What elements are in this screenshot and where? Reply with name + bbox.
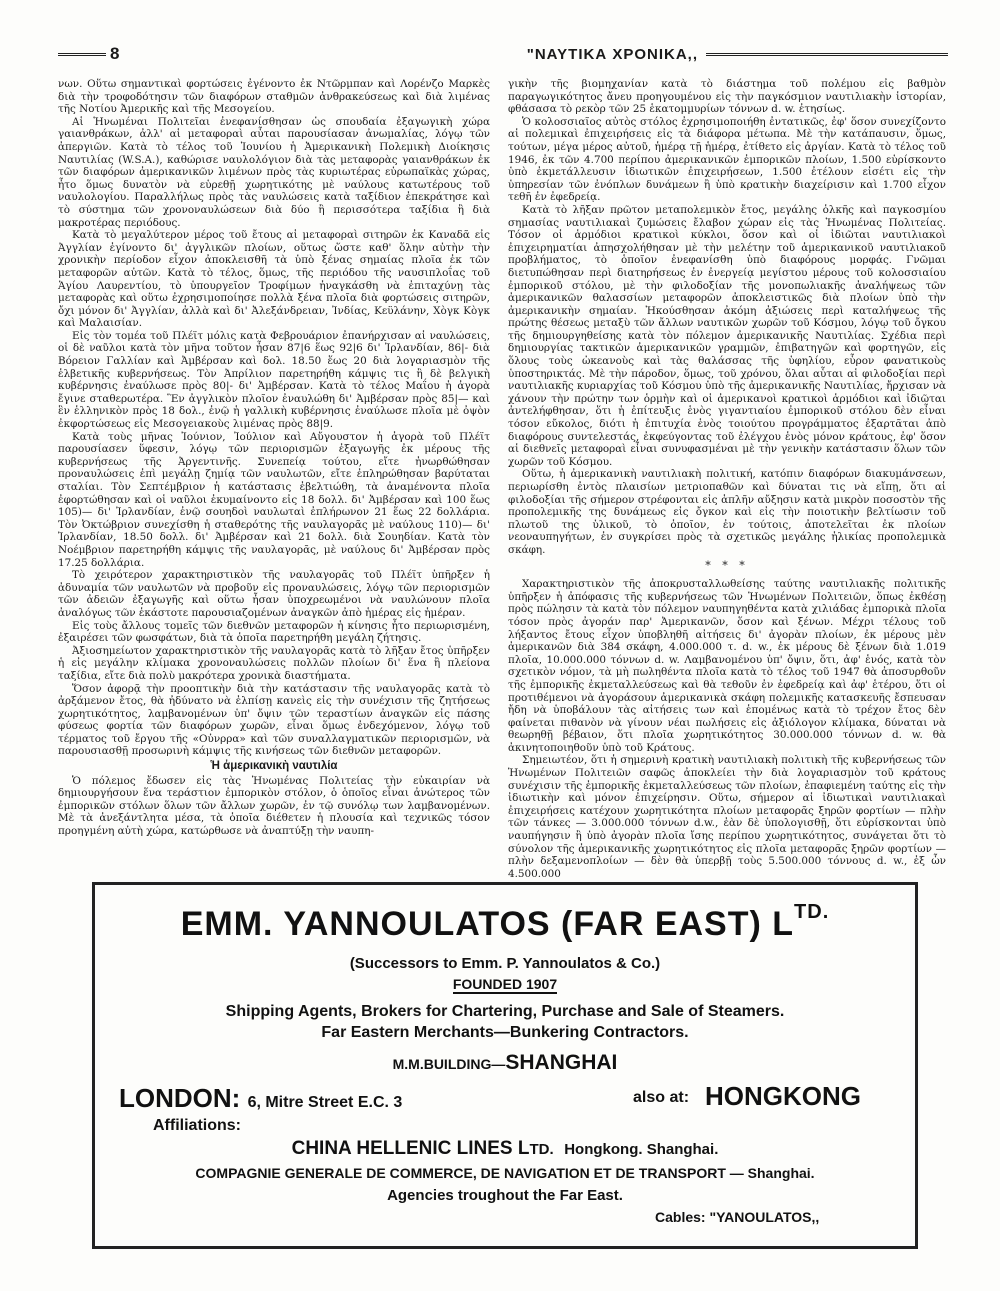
- paragraph: Κατὰ τὸ λῆξαν πρῶτον μεταπολεμικὸν ἔτος, μεγάλης ὁλκῆς καὶ παγκοσμίου σημασίας ναυτιλιακαὶ ζυμώσεις ἔλαβον χώραν εἰς τὰς Ἡνωμένας Πολιτείας. Τόσον οἱ ἁρμόδιοι κρατικοὶ κύκλοι, ὅσον καὶ οἱ ἰδιῶται ναυτιλιακοὶ ἐπιχειρηματίαι ἀπησχολήθησαν μὲ τὴν μελέτην τοῦ ἀμερικανικοῦ ναυτιλιακοῦ προβλήματος, τὸ ὁποῖον ἐνεφανίσθη ὑπὸ διαφόρους μορφάς. Γνῶμαι διετυπώθησαν περὶ διατηρήσεως ἐν ἐνεργείᾳ μεγίστου μέρους τοῦ κολοσσιαίου ἐμπορικοῦ στόλου, μὲ τὴν φιλοδοξίαν τῆς μονοπωλιακῆς ἀναλήψεως τῶν ἀμερικανικῶν θαλασσίων μεταφορῶν ἀποκλειστικῶς διὰ πλοίων ὑπὸ τὴν ἀμερικανικὴν σημαίαν. Ἠκούσθησαν ἀκόμη ἀξιώσεις περὶ καταλήψεως τῆς πρώτης θέσεως μεταξὺ τῶν ἄλλων ναυτικῶν χωρῶν τοῦ Κόσμου, λόγῳ τοῦ ὄγκου τῆς δημιουργηθείσης κατὰ τὸν πόλεμον ἀμερικανικῆς Ναυτιλίας. Σχέδια περὶ δημιουργίας τακτικῶν ἀμερικανικῶν γραμμῶν, ἐπιβατηγῶν καὶ φορτηγῶν, εἰς ὅλους τοὺς ὠκεανοὺς καὶ τὰς θαλάσσας τῆς ὑφηλίου, εὗρον φανατικοὺς ὑποστηρικτάς. Μὲ τὴν πάροδον, ὅμως, τοῦ χρόνου, ὅλαι αὗται αἱ φιλοδοξίαι περὶ ναυτιλιακῆς κυριαρχίας τοῦ Κόσμου ὑπὸ τῆς ἀμερικανικῆς Ναυτιλίας, ἤρχισαν νὰ χάνουν τὴν πρώτην των ὁρμὴν καὶ οἱ ἀμερικανοὶ κρατικοὶ ἁρμόδιοι καὶ ἰδιῶται ἀντελήφθησαν, ὅτι ἡ ἐπίτευξις ἑνὸς γιγαντιαίου ἐμπορικοῦ στόλου δὲν εἶναι τόσον εὔκολος, διότι ἡ ἐπιτυχία ἑνὸς τοιούτου προγράμματος ἐξαρτᾶται ἀπὸ διαφόρους συντελεστάς, ἐκφεύγοντας τοῦ ἐλέγχου ἑνὸς μόνον κράτους, ἐφ' ὅσον αἱ διεθνεῖς μεταφοραὶ εἶναι συνυφασμέναι μὲ τὴν γενικὴν κατάστασιν ὅλων τῶν χωρῶν τοῦ Κόσμου.: [508, 203, 946, 468]
- paragraph: Χαρακτηριστικὸν τῆς ἀποκρυσταλλωθείσης ταύτης ναυτιλιακῆς πολιτικῆς ὑπῆρξεν ἡ ἀπόφασις τῆς κυβερνήσεως τῶν Ἡνωμένων Πολιτειῶν, ὅπως ἐκθέσῃ πρὸς πώλησιν τὰ κατὰ τὸν πόλεμον ναυπηγηθέντα κατὰ χιλιάδας ἐμπορικὰ πλοῖα τόσον πρὸς ἀγοράν παρ' Ἀμερικανῶν, ὅσον καὶ ξένων. Μέχρι τέλους τοῦ λήξαντος ἔτους εἶχον ὑποβληθῆ αἰτήσεις δι' ἀγορὰν πλοίων, ἐκ μέρους μὲν ἀμερικανῶν διὰ 384 σκάφη, 4.000.000 τ. d. w., ἐκ μέρους δὲ ξένων διὰ 1.019 πλοῖα, 10.000.000 τόννων d. w. Λαμβανομένου ὑπ' ὄψιν, ὅτι, ἀφ' ἑνός, κατὰ τὸν σχετικὸν νόμον, τὰ μὴ πωληθέντα πλοῖα κατὰ τὸ τέλος τοῦ 1947 θὰ ἀποσυρθοῦν τῆς ἐμπορικῆς ἐκμεταλλεύσεως καὶ θὰ τεθοῦν ἐν ἐφεδρείᾳ καὶ ἀφ' ἑτέρου, ὅτι οἱ προτιθέμενοι νὰ ἀγοράσουν ἀμερικανικὰ σκάφη πολεμικῆς κατασκευῆς ἔσπευσαν ἤδη νὰ ὑποβάλουν τὰς αἰτήσεις των καὶ ἑπομένως κατὰ τὸ τρέχον ἔτος δὲν φαίνεται πιθανὸν νὰ γίνουν νέαι πωλήσεις εἰς ἀξιόλογον κλίμακα, δύναται νὰ θεωρηθῇ βέβαιον, ὅτι πλοῖα χωρητικότητος 30.000.000 τόννων d. w. θὰ ἀκινητοποιηθοῦν ὑπὸ τοῦ Κράτους.: [508, 578, 946, 754]
- ad-merchants-line: Far Eastern Merchants—Bunkering Contractors.: [321, 1024, 689, 1041]
- page-header: [58, 44, 948, 66]
- paragraph: Σημειωτέον, ὅτι ἡ σημερινὴ κρατικὴ ναυτιλιακὴ πολιτικὴ τῆς κυβερνήσεως τῶν Ἡνωμένων Πολιτειῶν σαφῶς ἀποκλείει τὴν διὰ λογαριασμὸν τοῦ κράτους συνέχισιν τῆς ἐμπορικῆς ἐκμεταλλεύσεως τῶν πλοίων, ἐπαφιεμένη ταύτης εἰς τὴν ἰδιωτικὴν καὶ μόνον ἐπιχείρησιν. Οὕτω, σήμερον αἱ ἰδιωτικαὶ ναυτιλιακαὶ ἐπιχειρήσεις κατέχουν χωρητικότητα πλοίων μεταφορᾶς ξηρῶν φορτίων — πλὴν τῶν τάνκες — 3.000.000 τόννων d.w., ἐὰν δὲ ὑπολογισθῇ, ὅτι εὑρίσκονται ὑπὸ ναυπήγησιν ἢ ὑπὸ ἀγορὰν πλοῖα ἴσης περίπου χωρητικότητος, συνάγεται ὅτι τὸ σύνολον τῆς ἀμερικανικῆς χωρητικότητος εἰς πλοῖα μεταφορᾶς ξηρῶν φορτίων — πλὴν δεξαμενοπλοίων — δὲν θὰ ὑπερβῇ τοὺς 5.500.000 τόννους d. w., ἐξ ὧν 4.500.000: [508, 754, 946, 880]
- paragraph: Ὅσον ἀφορᾷ τὴν προοπτικὴν διὰ τὴν κατάστασιν τῆς ναυλαγορᾶς κατὰ τὸ ἀρξάμενον ἔτος, θὰ ἠδύνατο νὰ ἐλπίσῃ κανεὶς εἰς τὴν συνέχισιν τῆς ζητήσεως χωρητικότητος, λαμβανομένων ὑπ' ὄψιν τῶν τεραστίων ἀναγκῶν εἰς πάσης φύσεως φορτία τῶν διαφόρων χωρῶν, εἶναι ὅμως ἐνδεχόμενον, λόγῳ τοῦ τέρματος τοῦ ἔργου τῆς «Οὐνρρα» καὶ τῶν συναλλαγματικῶν περιορισμῶν, νὰ παρουσιασθῇ προσωρινὴ κάμψις τῆς κινήσεως τῶν διεθνῶν μεταφορῶν.: [58, 682, 490, 758]
- ad-affiliations: Affiliations:: [153, 1117, 241, 1134]
- paragraph: γικὴν τῆς βιομηχανίαν κατὰ τὸ διάστημα τοῦ πολέμου εἰς βαθμὸν παραγωγικότητος ἄνευ προηγουμένου εἰς τὴν παγκόσμιον ναυτιλιακὴν ἱστορίαν, φθάσασα τὸ ρεκὸρ τῶν 25 ἑκατομμυρίων τόννων d. w. ἐτησίως.: [508, 78, 946, 116]
- page-number: 8: [110, 44, 120, 63]
- paragraph: Εἰς τὸν τομέα τοῦ Πλέϊτ μόλις κατὰ Φεβρουάριον ἐπανήρχισαν αἱ ναυλώσεις, οἱ δὲ ναῦλοι κατὰ τὸν μῆνα τοῦτον ἦσαν 87|6 ἕως 92|6 δι' Ἰρλανδίαν, 86|- διὰ Βόρειον Γαλλίαν καὶ Ἀμβέρσαν καὶ δολ. 18.50 ἕως 20 διὰ λογαριασμὸν τῆς ἑλβετικῆς κυβερνήσεως. Τὸν Ἀπρίλιον παρετηρήθη κάμψις τις ἢ δὲ βελγικὴ κυβέρνησις ἐναύλωσε πρὸς 80|- δι' Ἀμβέρσαν. Κατὰ τὸ τέλος Μαΐου ἡ ἀγορὰ ἔγινε σταθερωτέρα. Ἓν ἀγγλικὸν πλοῖον ἐναυλώθη δι' Ἀμβέρσαν πρὸς 85|— καὶ ἓν ἑλληνικὸν πρὸς 18 δολ., ἐνῷ ἡ γαλλικὴ κυβέρνησις ἐναύλωσε πλοῖα μὲ ὀψὸν ἐκφορτώσεως εἰς Μεσογειακοὺς λιμένας πρὸς 88|9.: [58, 329, 490, 431]
- ad-services-line: Shipping Agents, Brokers for Chartering, Purchase and Sale of Steamers.: [225, 1003, 785, 1020]
- ad-successors: (Successors to Emm. P. Yannoulatos & Co.): [349, 955, 661, 972]
- ad-cables: Cables: "YANOULATOS,,: [655, 1209, 820, 1225]
- yannoulatos-advertisement: [92, 882, 918, 1249]
- paragraph: Κατὰ τὸ μεγαλύτερον μέρος τοῦ ἔτους αἱ μεταφοραὶ σιτηρῶν ἐκ Καναδᾶ εἰς Ἀγγλίαν ἐγίνοντο δι' ἀγγλικῶν πλοίων, οὕτως ὥστε καθ' ὅλην αὐτὴν τὴν χρονικὴν περίοδον εἶχον ἀποκλεισθῆ τὰ ὑπὸ ξένας σημαίας πλοῖα ἐκ τῶν μεταφορῶν αὐτῶν. Κατὰ τὸ τέλος, ὅμως, τῆς περιόδου τῆς ναυσιπλοΐας τοῦ Ἁγίου Λαυρεντίου, τὸ ὑπουργεῖον Τροφίμων ἠναγκάσθη νὰ ἐπιταχύνῃ τὰς μεταφορὰς καὶ οὕτω ἐχρησιμοποίησε πολλὰ ξένα πλοῖα διὰ φορτώσεις σιτηρῶν, ὄχι μόνον δι' Ἀγγλίαν, ἀλλὰ καὶ δι' Ἀλεξάνδρειαν, Ἰνδίας, Κεϋλάνην, Χὸγκ Κὸγκ καὶ Μαλαισίαν.: [58, 229, 490, 330]
- ad-company-name: EMM. YANNOULATOS (FAR EAST) $L^{TD.}$: [180, 901, 830, 943]
- paragraph: νων. Οὕτω σημαντικαὶ φορτώσεις ἐγένοντο ἐκ Ντῶρμπαν καὶ Λορένζο Μαρκὲς διὰ τὴν τροφοδότησιν τῶν διαφόρων σταθμῶν ἀνθρακεύσεως καὶ διὰ λιμένας τῆς Νοτίου Ἀμερικῆς καὶ τῆς Μεσογείου.: [58, 78, 490, 116]
- paragraph: Αἱ Ἡνωμέναι Πολιτεῖαι ἐνεφανίσθησαν ὡς σπουδαία ἐξαγωγικὴ χώρα γαιανθράκων, ἀλλ' αἱ μεταφοραὶ αὗται παρουσίασαν ἀνωμαλίας, λόγῳ τῶν ἀπεργιῶν. Κατὰ τὸ τέλος τοῦ Ἰουνίου ἡ Ἀμερικανικὴ Πολεμικὴ Διοίκησις Ναυτιλίας (W.S.A.), καθώρισε ναυλολόγιον διὰ τὰς μεταφορὰς γαιανθράκων ἐκ τῶν διαφόρων ἀμερικανικῶν λιμένων πρὸς τὰς κυριωτέρας εὐρωπαϊκὰς χώρας, ἦτο ὅμως δυνατὸν νὰ εὑρεθῇ χωρητικότης μὲ ναύλους κατωτέρους τοῦ ναυλολογίου. Παραλλήλως πρὸς τὰς ναυλώσεις κατὰ ταξίδιον ἐπεκράτησε καὶ τὸ σύστημα τῶν χρονοναυλώσεων διὰ δύο ἢ περισσότερα ταξίδια ἢ διὰ μακροτέρας περιόδους.: [58, 115, 490, 229]
- ad-london: LONDON: 6, Mitre Street E.C. 3: [119, 1083, 403, 1113]
- section-separator: * * *: [705, 558, 749, 572]
- publication-title: "ΝΑΥΤΙΚΑ ΧΡΟΝΙΚΑ,,: [526, 46, 698, 63]
- right-column: [508, 78, 946, 880]
- ad-also-at: also at:: [633, 1089, 690, 1106]
- paragraph: Ὁ κολοσσιαῖος αὐτὸς στόλος ἐχρησιμοποιήθη ἐντατικῶς, ἐφ' ὅσον συνεχίζοντο αἱ πολεμικαὶ ἐπιχειρήσεις εἰς τὰ διάφορα μέτωπα. Μὲ τὴν κατάπαυσιν, ὅμως, τούτων, μέγα μέρος αὐτοῦ, ἡμέρᾳ τῇ ἡμέρᾳ, ἐτίθετο εἰς ἀργίαν. Κατὰ τὸ τέλος τοῦ 1946, ἐκ τῶν 4.700 περίπου ἀμερικανικῶν ἐμπορικῶν πλοίων, 1.500 εὑρίσκοντο ὑπὸ ἐκμετάλλευσιν ἰδιωτικῶν ἐπιχειρήσεων, 1.500 ἐτέλουν εἰσέτι εἰς τὴν ὑπηρεσίαν τῶν ἐνόπλων δυνάμεων ἢ ὑπὸ κρατικὴν διαχείρισιν καὶ 1.700 εἶχον τεθῆ ἐν ἐφεδρείᾳ.: [508, 115, 946, 204]
- ad-founded: FOUNDED 1907: [452, 976, 558, 992]
- paragraph: Ὁ πόλεμος ἔδωσεν εἰς τὰς Ἡνωμένας Πολιτείας τὴν εὐκαιρίαν νὰ δημιουργήσουν ἕνα τεράστιον ἐμπορικὸν στόλον, ὁ ὁποῖος εἶναι ἀνώτερος τῶν ἐμπορικῶν στόλων ὅλων τῶν ἄλλων χωρῶν, ἐν τῷ συνόλῳ των λαμβανομένων. Μὲ τὰ ἀνεξάντλητα μέσα, τὰ ὁποῖα διέθετεν ἡ πλουσία καὶ τεχνικῶς τόσον προηγμένη αὐτὴ χώρα, κατώρθωσε νὰ ἀναπτύξῃ τὴν ναυπη-: [58, 774, 490, 838]
- paragraph: Τὸ χειρότερον χαρακτηριστικὸν τῆς ναυλαγορᾶς τοῦ Πλέϊτ ὑπῆρξεν ἡ ἀδυναμία τῶν ναυλωτῶν νὰ προβοῦν εἰς προναυλώσεις, λόγῳ τῶν περιορισμῶν τῶν ἀδειῶν ἐξαγωγῆς καὶ οὕτω ἦσαν ὑποχρεωμένοι νὰ ναυλώνουν πλοῖα ἀναλόγως τῶν ἑκάστοτε παρουσιαζομένων ἀναγκῶν ἀπὸ ἡμέρας εἰς ἡμέραν.: [58, 569, 490, 619]
- ad-compagnie-generale: COMPAGNIE GENERALE DE COMMERCE, DE NAVIGATION ET DE TRANSPORT — Shanghai.: [195, 1165, 815, 1181]
- ad-china-hellenic-lines: CHINA HELLENIC LINES LTD. Hongkong. Shanghai.: [291, 1138, 719, 1159]
- ad-hongkong: HONGKONG: [705, 1081, 861, 1111]
- section-heading: Ἡ ἀμερικανικὴ ναυτιλία: [210, 760, 338, 773]
- ad-agencies: Agencies troughout the Far East.: [387, 1187, 623, 1204]
- paragraph: Οὕτω, ἡ ἀμερικανικὴ ναυτιλιακὴ πολιτική, κατόπιν διαφόρων διακυμάνσεων, περιωρίσθη ἐντὸς πλαισίων μετριοπαθῶν καὶ δύναται τις νὰ εἴπῃ, ὅτι αἱ φιλοδοξίαι τῆς σήμερον στρέφονται εἰς ἁπλῆν αὔξησιν κατὰ μικρὸν ποσοστὸν τῆς προπολεμικῆς της δυνάμεως εἰς ὄγκον καὶ εἰς τὴν ποιοτικὴν βελτίωσιν τοῦ πλωτοῦ της ὑλικοῦ, τὸ ὁποῖον, ἐν τούτοις, ἀποτελεῖται ἐκ πλοίων νεοναυπηγήτων, ἐν συγκρίσει πρὸς τὰ σχετικῶς μεγάλης ἡλικίας προπολεμικὰ σκάφη.: [508, 468, 946, 556]
- ad-building: M.M.BUILDING—SHANGHAI: [392, 1051, 618, 1074]
- left-column: [58, 78, 490, 838]
- header-rule-right: [706, 53, 948, 56]
- paragraph: Εἰς τοὺς ἄλλους τομεῖς τῶν διεθνῶν μεταφορῶν ἡ κίνησις ἦτο περιωρισμένη, ἐξαιρέσει τῶν φωσφάτων, διὰ τὰ ὁποῖα παρετηρήθη μεγάλη ζήτησις.: [58, 619, 490, 645]
- paragraph: Κατὰ τοὺς μῆνας Ἰούνιον, Ἰούλιον καὶ Αὔγουστον ἡ ἀγορὰ τοῦ Πλέϊτ παρουσίασεν ὕφεσιν, λόγῳ τῶν περιορισμῶν ἐξαγωγῆς ἐκ μέρους τῆς κυβερνήσεως τῆς Ἀργεντινῆς. Συνεπείᾳ τούτου, εἴτε ἠνωρθώθησαν προναυλώσεις ἐπὶ μεγάλῃ ζημίᾳ τῶν ναυλωτῶν, εἴτε ἐπληρώθησαν βαρύταται σταλίαι. Τὸν Σεπτέμβριον ἡ κατάστασις ἐβελτιώθη, τὰ ἀναμένοντα πλοῖα ἐφορτώθησαν καὶ οἱ ναῦλοι ἐκυμαίνοντο εἰς 18 δολλ. δι' Ἀμβέρσαν καὶ 100 ἕως 105)— δι' Ἰρλανδίαν, ἐνῷ σουηδοὶ ναυλωταὶ ἐπλήρωνον 21 ἕως 22 δολλάρια. Τὸν Ὀκτώβριον συνεχίσθη ἡ σταθερότης τῆς ναυλαγορᾶς μὲ ναύλους 110)— δι' Ἰρλανδίαν, 18.50 δολλ. δι' Ἀμβέρσαν καὶ 21 δολλ. διὰ Σουηδίαν. Κατὰ τὸν Νοέμβριον παρετηρήθη κάμψις τῆς ναυλαγορᾶς, μὲ ναύλους δι' Ἀμβέρσαν πρὸς 17.25 δολλάρια.: [58, 430, 490, 569]
- paragraph: Ἀξιοσημείωτον χαρακτηριστικὸν τῆς ναυλαγορᾶς κατὰ τὸ λῆξαν ἔτος ὑπῆρξεν ἡ εἰς μεγάλην κλίμακα χρονοναυλώσεις πολλῶν πλοίων δι' ἕνα ἢ πλείονα ταξίδια, εἴτε διὰ πολὺ μακρότερα χρονικὰ διαστήματα.: [58, 644, 490, 682]
- header-rule-left: [58, 53, 106, 56]
